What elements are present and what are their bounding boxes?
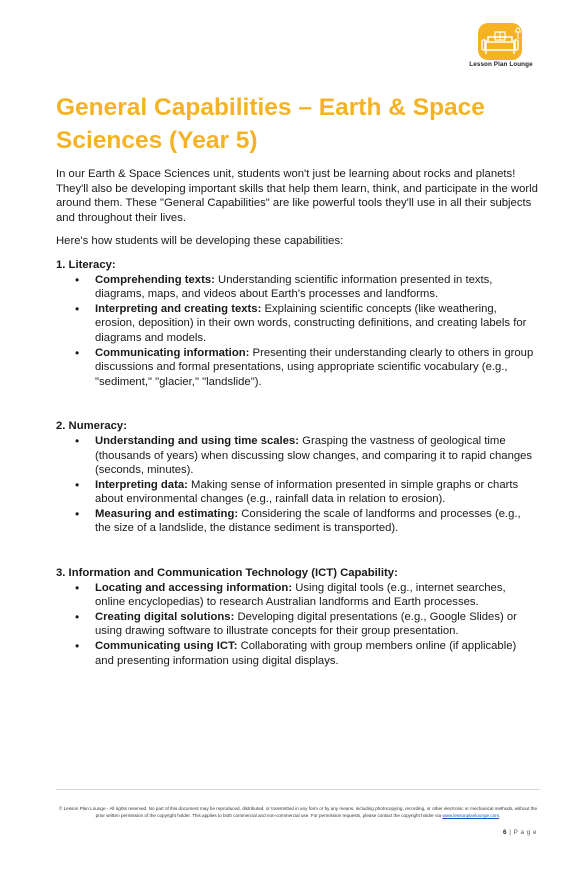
footer-copyright	[56, 806, 540, 820]
item-description: Making sense of information presented in simple graphs or charts about environmental changes (e.g., rainfall data in relation to erosion).	[95, 478, 519, 506]
section-spacer	[56, 536, 538, 566]
item-term: Comprehending texts:	[95, 273, 215, 286]
item-term: Communicating information:	[95, 346, 250, 359]
item-description: Collaborating with group members online (if applicable) and presenting information using digital displays.	[95, 640, 517, 667]
section-spacer	[56, 389, 538, 419]
copyright-text: © Lesson Plan Lounge - All rights reserved. No part of this document may be reproduced, distributed, or transmitted in any form or by any means, including photocopying, recording, or other electronic or mechanical methods, without the prior written permission of the copyright holder. This applies to both commercial and non-commercial use. For permission requests, please contact the copyright holder via	[58, 806, 538, 818]
intro-paragraph: In our Earth & Space Sciences unit, students won't just be learning about rocks and planets! They'll also be developing important skills that help them learn, think, and participate in the world around them. These "General Capabilities" are like powerful tools they'll use in all their subjects and throughout their lives.	[56, 168, 538, 224]
item-term: Interpreting data:	[95, 478, 188, 491]
item-term: Measuring and estimating:	[95, 507, 239, 520]
bullet-list	[75, 581, 538, 669]
page-number	[503, 829, 537, 836]
item-term: Communicating using ICT:	[95, 640, 238, 653]
copyright-suffix: .	[499, 812, 501, 818]
logo-text: Lesson Plan Lounge	[469, 61, 533, 68]
item-description: Presenting their understanding clearly to others in group discussions and formal presentations, using appropriate scientific vocabulary (e.g., "sediment," "glacier," "landslide").	[95, 346, 534, 388]
page-label: | P a g e	[507, 829, 537, 836]
item-description: Explaining scientific concepts (like weathering, erosion, deposition) in their own words, constructing definitions, and creating labels for diagrams and models.	[95, 302, 527, 344]
list-item	[75, 581, 538, 610]
item-description: Using digital tools (e.g., internet searches, online encyclopedias) to research Australian landforms and Earth processes.	[95, 581, 506, 609]
document-body	[56, 167, 538, 668]
section-heading: 3. Information and Communication Technology (ICT) Capability:	[56, 567, 398, 580]
list-item	[75, 610, 538, 639]
lead-paragraph: Here's how students will be developing these capabilities:	[56, 235, 344, 248]
lesson-plan-lounge-logo	[476, 22, 524, 62]
list-item	[75, 639, 538, 668]
bullet-list	[75, 434, 538, 536]
footer-divider	[56, 789, 540, 790]
list-item	[75, 302, 538, 346]
item-description: Developing digital presentations (e.g., Google Slides) or using drawing software to illustrate concepts for their group presentation.	[95, 610, 517, 638]
item-term: Understanding and using time scales:	[95, 434, 300, 447]
page-number-value: 6	[503, 829, 508, 836]
list-item	[75, 478, 538, 507]
bullet-list	[75, 273, 538, 390]
item-term: Interpreting and creating texts:	[95, 302, 262, 315]
item-term: Locating and accessing information:	[95, 581, 293, 594]
list-item	[75, 434, 538, 478]
list-item	[75, 273, 538, 302]
footer-website-link[interactable]: www.lessonplanlounge.com	[442, 812, 500, 818]
list-item	[75, 507, 538, 536]
item-description: Understanding scientific information presented in texts, diagrams, maps, and videos about Earth's processes and landforms.	[95, 273, 493, 301]
section-heading: 2. Numeracy:	[56, 420, 127, 433]
capabilities-sections	[56, 258, 538, 668]
section-heading: 1. Literacy:	[56, 258, 116, 271]
list-item	[75, 346, 538, 390]
item-description: Considering the scale of landforms and processes (e.g., the size of a landslide, the distance sediment is transported).	[95, 507, 521, 535]
page-title: General Capabilities – Earth & Space Sciences (Year 5)	[56, 94, 485, 154]
item-description: Grasping the vastness of geological time (thousands of years) when discussing slow changes, and comparing it to rapid changes (seconds, minutes).	[95, 434, 533, 477]
item-term: Creating digital solutions:	[95, 610, 235, 623]
